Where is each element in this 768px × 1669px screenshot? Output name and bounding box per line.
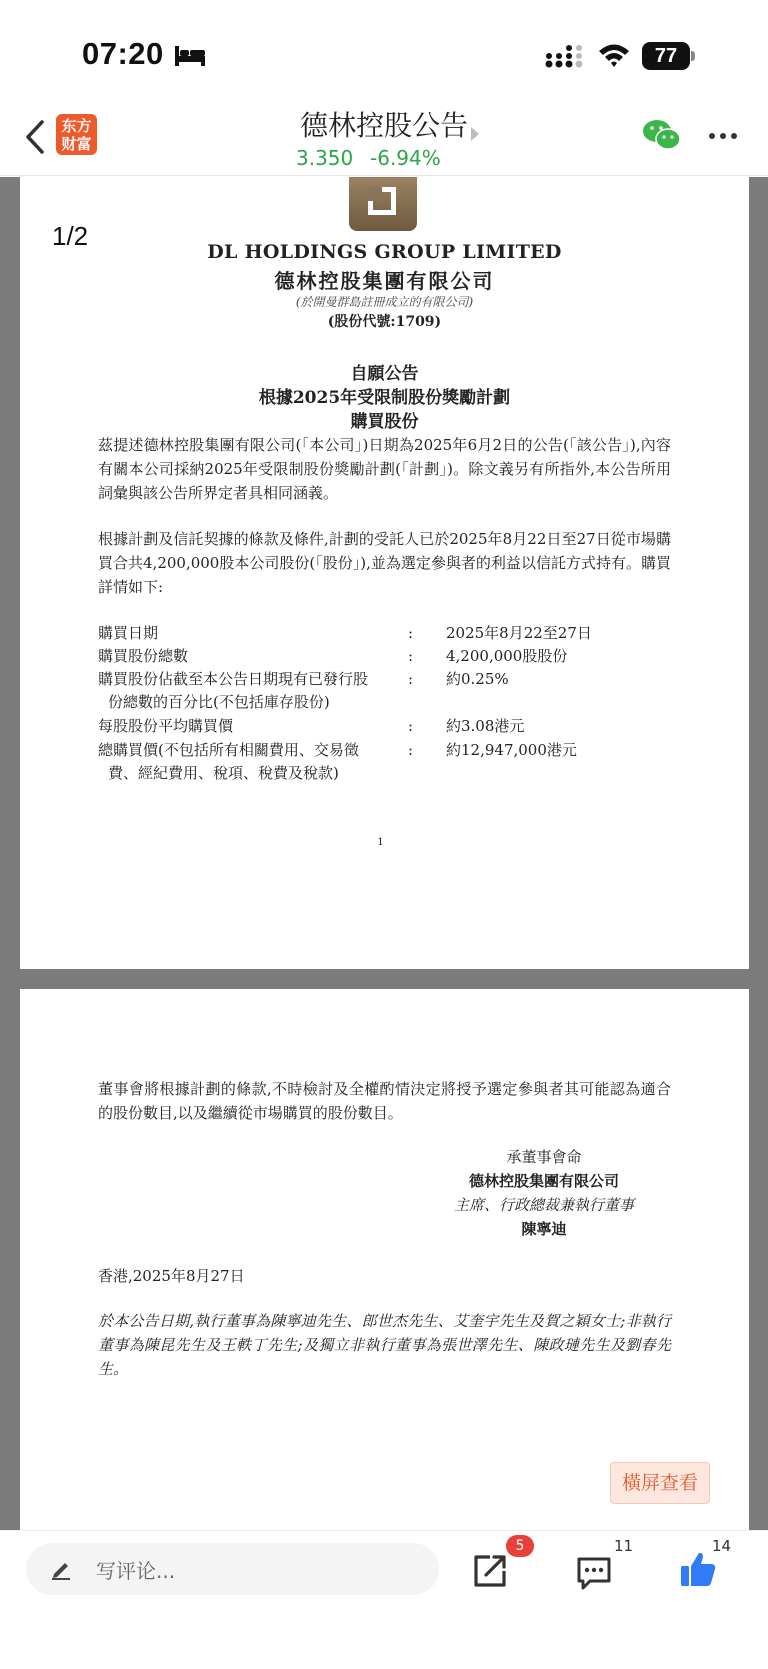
thumbs-up-icon[interactable] [678, 1549, 718, 1589]
detail-label: 購買日期 [98, 624, 159, 642]
sleep-mode-icon [174, 46, 206, 66]
document-page-2 [20, 989, 749, 1530]
wechat-icon[interactable] [642, 118, 682, 152]
detail-label-cont: 費、經紀費用、稅項、稅費及稅款) [108, 764, 339, 782]
announcement-heading-2: 根據2025年受限制股份獎勵計劃 [258, 388, 511, 408]
expand-arrow-icon[interactable] [471, 127, 479, 141]
battery-icon [642, 42, 694, 70]
detail-label: 購買股份總數 [98, 647, 189, 665]
company-logo [349, 177, 417, 231]
stock-price: 3.350 [296, 146, 354, 170]
comment-input[interactable] [26, 1543, 439, 1595]
stock-change: -6.94% [370, 146, 441, 170]
comment-count: 11 [614, 1537, 634, 1555]
directors-note: 於本公告日期,執行董事為陳寧迪先生、郎世杰先生、艾奎宇先生及賀之穎女士;非執行董事為陳昆先生及王軼丁先生;及獨立非執行董事為張世澤先生、陳政璉先生及劉春先生。 [98, 1312, 671, 1378]
paragraph-board: 董事會將根據計劃的條款,不時檢討及全權酌情決定將授予選定參與者其可能認為適合的股份數目,以及繼續從市場購買的股份數目。 [98, 1080, 671, 1122]
company-name-en: DL HOLDINGS GROUP LIMITED [207, 241, 562, 263]
detail-label: 總購買價(不包括所有相關費用、交易徵 [98, 741, 359, 759]
app-logo[interactable]: 东方 财富 [56, 114, 97, 155]
like-count: 14 [712, 1537, 732, 1555]
detail-label: 每股股份平均購買價 [98, 717, 234, 735]
detail-value: 約12,947,000港元 [446, 741, 577, 759]
document-page-1 [20, 177, 749, 969]
page-number: 1 [377, 837, 384, 848]
comment-placeholder: 写评论... [96, 1559, 176, 1583]
detail-colon: : [408, 717, 414, 735]
signatory-name: 陳寧迪 [521, 1220, 567, 1238]
detail-colon: : [408, 741, 414, 759]
pencil-icon [50, 1558, 72, 1580]
status-time: 07:20 [82, 36, 164, 71]
detail-colon: : [408, 624, 414, 642]
signatory-title: 主席、行政總裁兼執行董事 [453, 1196, 634, 1214]
detail-colon: : [408, 647, 414, 665]
detail-value: 2025年8月22至27日 [446, 624, 592, 642]
company-name-zh: 德林控股集團有限公司 [274, 269, 495, 293]
page-indicator: 1/2 [52, 221, 89, 251]
bottom-action-bar [0, 1530, 768, 1669]
announcement-heading-1: 自願公告 [350, 364, 419, 384]
cellular-signal-icon [545, 44, 585, 68]
detail-value: 約0.25% [446, 670, 509, 688]
announcement-heading-3: 購買股份 [350, 412, 419, 432]
detail-value: 約3.08港元 [446, 717, 525, 735]
detail-colon: : [408, 670, 414, 688]
detail-label-cont: 份總數的百分比(不包括庫存股份) [108, 693, 330, 711]
share-icon[interactable] [470, 1551, 510, 1591]
detail-label: 購買股份佔截至本公告日期現有已發行股 [98, 670, 369, 688]
battery-level: 77 [642, 42, 690, 70]
signature-company: 德林控股集團有限公司 [468, 1172, 619, 1190]
place-and-date: 香港,2025年8月27日 [98, 1267, 245, 1285]
wifi-icon [597, 42, 631, 68]
comment-icon[interactable] [574, 1553, 614, 1593]
paragraph-intro: 茲提述德林控股集團有限公司(「本公司」)日期為2025年6月2日的公告(「該公告」),內容有關本公司採納2025年受限制股份獎勵計劃(「計劃」)。除文義另有所指外,本公告所用詞彙與該公告所界定者具相同涵義。 [98, 436, 671, 502]
status-bar [0, 0, 768, 100]
detail-value: 4,200,000股股份 [446, 647, 568, 665]
stock-code: (股份代號:1709) [327, 314, 442, 330]
top-nav-bar [0, 100, 768, 176]
share-badge: 5 [506, 1535, 534, 1557]
landscape-view-button[interactable]: 橫屏查看 [610, 1462, 710, 1504]
back-arrow-icon[interactable] [22, 118, 48, 156]
incorporation-note: (於開曼群島註冊成立的有限公司) [295, 295, 474, 309]
paragraph-purchase: 根據計劃及信託契據的條款及條件,計劃的受託人已於2025年8月22日至27日從市場購買合共4,200,000股本公司股份(「股份」),並為選定參與者的利益以信託方式持有。購買詳情如下: [98, 530, 671, 596]
by-order-of-board: 承董事會命 [506, 1148, 582, 1166]
document-viewer[interactable] [0, 177, 768, 1530]
page-title[interactable]: 德林控股公告 [299, 109, 468, 142]
more-options-icon[interactable] [708, 132, 738, 140]
